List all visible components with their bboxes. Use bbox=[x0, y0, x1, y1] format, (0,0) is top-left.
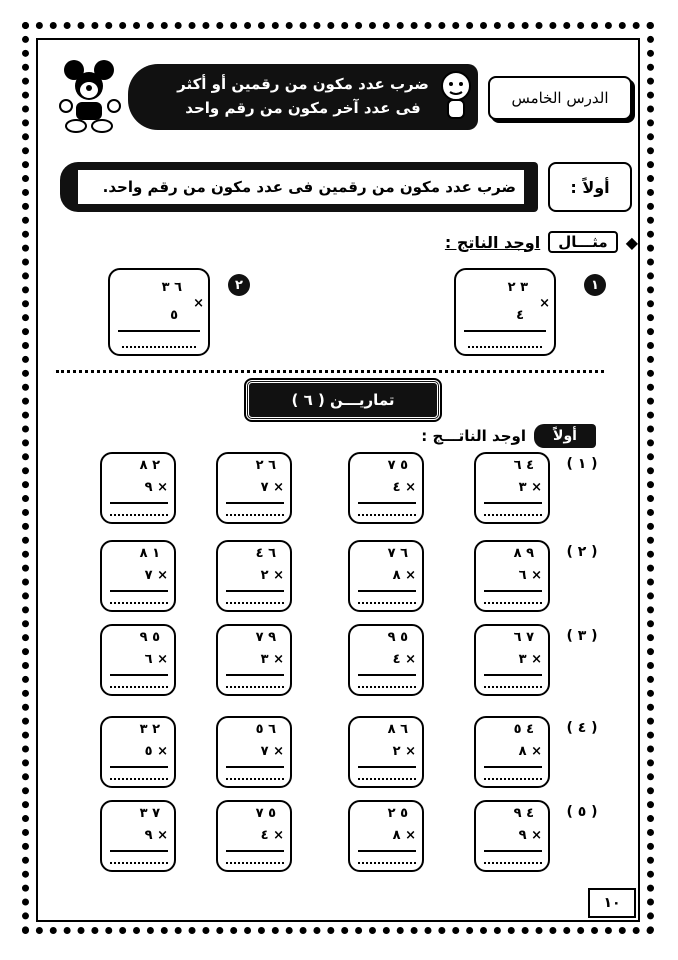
page-number: ١٠ bbox=[588, 888, 636, 918]
exercise-box bbox=[348, 540, 424, 612]
answer-line bbox=[226, 850, 284, 852]
answer-dots bbox=[226, 686, 284, 688]
answer-dots bbox=[484, 514, 542, 516]
exercise-box bbox=[216, 800, 292, 872]
multiply-sign: × bbox=[193, 296, 204, 311]
answer-dots bbox=[226, 514, 284, 516]
exercise-top-number: ٢ ٣ bbox=[139, 722, 160, 737]
lesson-title-line1: ضرب عدد مكون من رقمين أو أكثر bbox=[177, 75, 429, 93]
exercise-multiplier: ٤ × bbox=[392, 652, 416, 667]
answer-line bbox=[110, 590, 168, 592]
example-multiplier: ٥ bbox=[170, 308, 178, 323]
answer-dots bbox=[484, 602, 542, 604]
answer-line bbox=[110, 502, 168, 504]
answer-line bbox=[358, 766, 416, 768]
exercise-box bbox=[474, 540, 550, 612]
answer-dots bbox=[110, 686, 168, 688]
exercise-top-number: ٥ ٧ bbox=[255, 806, 276, 821]
exercise-box bbox=[474, 800, 550, 872]
exercise-box bbox=[348, 452, 424, 524]
exercise-box bbox=[216, 624, 292, 696]
exercise-top-number: ٩ ٧ bbox=[255, 630, 276, 645]
exercise-multiplier: ٩ × bbox=[518, 828, 542, 843]
exercise-top-number: ٧ ٣ bbox=[139, 806, 160, 821]
example-box-2 bbox=[108, 268, 210, 356]
exercise-box bbox=[348, 716, 424, 788]
section-first-label: أولاً : bbox=[548, 162, 632, 212]
answer-line bbox=[110, 674, 168, 676]
answer-dots bbox=[226, 778, 284, 780]
exercise-multiplier: ٣ × bbox=[260, 652, 284, 667]
answer-line bbox=[110, 766, 168, 768]
exercise-box bbox=[348, 800, 424, 872]
answer-dots bbox=[110, 778, 168, 780]
multiply-sign: × bbox=[539, 296, 550, 311]
example-tag: مثـــال bbox=[548, 231, 617, 253]
lesson-badge bbox=[488, 76, 632, 120]
answer-dots bbox=[358, 686, 416, 688]
answer-line bbox=[358, 674, 416, 676]
exercise-multiplier: ٨ × bbox=[392, 828, 416, 843]
exercise-top-number: ٦ ٨ bbox=[387, 722, 408, 737]
exercise-top-number: ٥ ٩ bbox=[139, 630, 160, 645]
exercise-top-number: ٥ ٩ bbox=[387, 630, 408, 645]
exercise-top-number: ٥ ٧ bbox=[387, 458, 408, 473]
example-top-number: ٣ ٢ bbox=[507, 280, 528, 295]
answer-line bbox=[226, 766, 284, 768]
example-top-number: ٦ ٣ bbox=[161, 280, 182, 295]
exercise-multiplier: ٧ × bbox=[144, 568, 168, 583]
example-number-2: ٢ bbox=[228, 274, 250, 296]
exercise-top-number: ٤ ٥ bbox=[513, 722, 534, 737]
exercise-multiplier: ٨ × bbox=[518, 744, 542, 759]
exercise-box bbox=[100, 452, 176, 524]
exercise-box bbox=[100, 716, 176, 788]
exercise-top-number: ٦ ٤ bbox=[255, 546, 276, 561]
section-divider bbox=[56, 370, 604, 373]
answer-dots bbox=[110, 602, 168, 604]
exercise-multiplier: ٩ × bbox=[144, 480, 168, 495]
answer-dots bbox=[226, 862, 284, 864]
answer-dots bbox=[226, 602, 284, 604]
exercises-label: أولاً bbox=[534, 424, 596, 448]
exercises-instruction: اوجد الناتـــج : bbox=[421, 427, 526, 445]
exercise-multiplier: ٨ × bbox=[392, 568, 416, 583]
diamond-bullet-icon: ◆ bbox=[625, 232, 638, 252]
lesson-title-banner bbox=[128, 64, 478, 130]
answer-dots bbox=[110, 514, 168, 516]
answer-dots bbox=[358, 778, 416, 780]
mickey-mouse-icon bbox=[56, 58, 122, 134]
answer-line bbox=[110, 850, 168, 852]
exercise-row-number: ( ٥ ) bbox=[566, 804, 598, 820]
exercise-box bbox=[216, 452, 292, 524]
exercise-top-number: ٦ ٥ bbox=[255, 722, 276, 737]
exercise-row-number: ( ١ ) bbox=[566, 456, 598, 472]
exercise-multiplier: ٩ × bbox=[144, 828, 168, 843]
answer-dots bbox=[358, 602, 416, 604]
example-multiplier: ٤ bbox=[516, 308, 524, 323]
exercise-multiplier: ٤ × bbox=[392, 480, 416, 495]
exercise-multiplier: ٢ × bbox=[260, 568, 284, 583]
example-instruction: اوجد الناتج : bbox=[444, 232, 541, 252]
answer-line bbox=[358, 590, 416, 592]
answer-line bbox=[484, 502, 542, 504]
section-first-bar bbox=[60, 162, 638, 212]
answer-line bbox=[358, 850, 416, 852]
exercise-box bbox=[100, 540, 176, 612]
exercise-top-number: ٤ ٦ bbox=[513, 458, 534, 473]
answer-dots bbox=[358, 514, 416, 516]
answer-line bbox=[484, 766, 542, 768]
answer-line bbox=[226, 502, 284, 504]
exercise-multiplier: ٥ × bbox=[144, 744, 168, 759]
exercise-box bbox=[100, 800, 176, 872]
answer-line bbox=[464, 330, 546, 332]
exercise-top-number: ٥ ٢ bbox=[387, 806, 408, 821]
exercise-box bbox=[474, 716, 550, 788]
answer-dots bbox=[484, 862, 542, 864]
exercises-title: تماريـــن ( ٦ ) bbox=[246, 380, 440, 420]
exercise-box bbox=[216, 716, 292, 788]
answer-line bbox=[484, 674, 542, 676]
exercise-box bbox=[216, 540, 292, 612]
exercise-top-number: ٧ ٦ bbox=[513, 630, 534, 645]
answer-dots bbox=[484, 686, 542, 688]
exercise-multiplier: ٧ × bbox=[260, 480, 284, 495]
answer-dots bbox=[468, 346, 542, 348]
answer-line bbox=[118, 330, 200, 332]
section-first-text: ضرب عدد مكون من رقمين فى عدد مكون من رقم واحد. bbox=[78, 170, 524, 204]
answer-dots bbox=[358, 862, 416, 864]
exercise-multiplier: ٤ × bbox=[260, 828, 284, 843]
lion-cartoon-icon bbox=[436, 68, 476, 122]
answer-line bbox=[226, 590, 284, 592]
exercise-top-number: ٩ ٨ bbox=[513, 546, 534, 561]
lesson-title-line2: فى عدد آخر مكون من رقم واحد bbox=[185, 99, 421, 117]
exercise-multiplier: ٦ × bbox=[144, 652, 168, 667]
exercise-row-number: ( ٢ ) bbox=[566, 544, 598, 560]
example-box-1 bbox=[454, 268, 556, 356]
exercise-multiplier: ٧ × bbox=[260, 744, 284, 759]
answer-dots bbox=[110, 862, 168, 864]
exercise-box bbox=[348, 624, 424, 696]
exercise-top-number: ١ ٨ bbox=[139, 546, 160, 561]
answer-dots bbox=[122, 346, 196, 348]
exercise-box bbox=[474, 452, 550, 524]
answer-line bbox=[358, 502, 416, 504]
answer-line bbox=[484, 590, 542, 592]
exercise-box bbox=[100, 624, 176, 696]
answer-line bbox=[226, 674, 284, 676]
answer-line bbox=[484, 850, 542, 852]
exercise-row-number: ( ٤ ) bbox=[566, 720, 598, 736]
exercise-box bbox=[474, 624, 550, 696]
example-number-1: ١ bbox=[584, 274, 606, 296]
exercise-multiplier: ٢ × bbox=[392, 744, 416, 759]
exercise-top-number: ٦ ٢ bbox=[255, 458, 276, 473]
exercise-top-number: ٦ ٧ bbox=[387, 546, 408, 561]
exercise-row-number: ( ٣ ) bbox=[566, 628, 598, 644]
exercise-top-number: ٤ ٩ bbox=[513, 806, 534, 821]
example-heading bbox=[370, 228, 638, 256]
exercise-top-number: ٢ ٨ bbox=[139, 458, 160, 473]
lesson-badge-text: الدرس الخامس bbox=[511, 89, 609, 107]
exercise-multiplier: ٣ × bbox=[518, 480, 542, 495]
exercise-multiplier: ٣ × bbox=[518, 652, 542, 667]
exercise-multiplier: ٦ × bbox=[518, 568, 542, 583]
answer-dots bbox=[484, 778, 542, 780]
